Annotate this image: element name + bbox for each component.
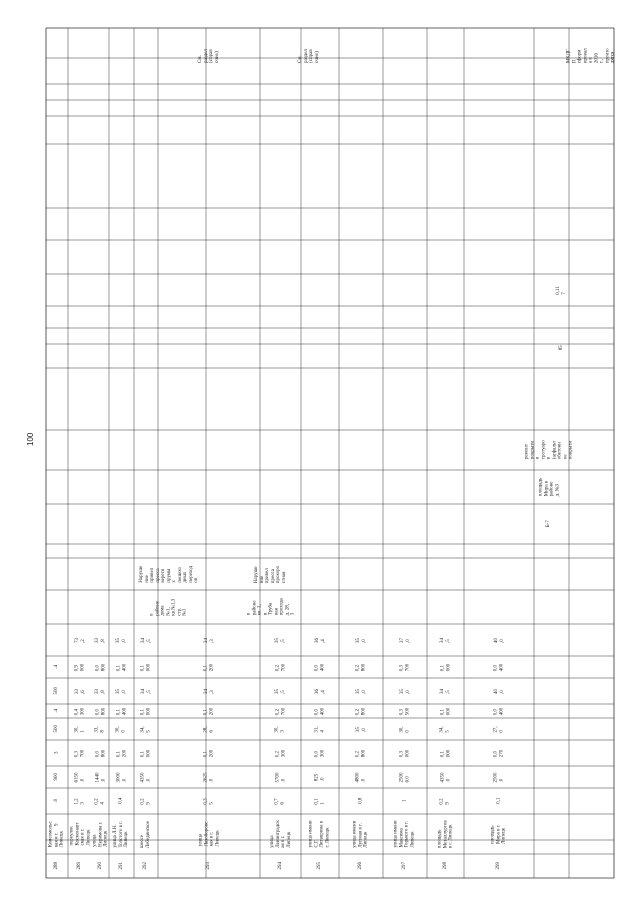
row-294-c4 — [262, 719, 299, 739]
row-299-c6-text: 40 ,0 — [493, 688, 504, 694]
row-290-c1-text: 0,2 4 — [95, 797, 106, 805]
row-297-id-text: 297 — [402, 862, 408, 870]
row-290-c2 — [94, 767, 107, 787]
row-289-c4 — [70, 719, 90, 739]
row-297-c7 — [385, 657, 425, 677]
annotation-violation-292-text: Наруше ние привел пресса веретя прумы х пешехо дных переход ов — [138, 565, 199, 583]
annotation-place-299 — [534, 470, 564, 504]
row-295-c2 — [303, 767, 337, 787]
row-291-c4 — [111, 719, 132, 739]
row-298-c5 — [429, 705, 462, 717]
annotation-note-292-text: См. раздел (справ очно) — [198, 49, 220, 63]
row-298-c6 — [429, 679, 462, 703]
row-299-c5 — [466, 705, 532, 717]
rotated-data-table — [46, 28, 614, 878]
row-297-c8-text: 37 ,0 — [399, 637, 410, 643]
page-number: 100 — [26, 432, 35, 446]
row-293-c8 — [160, 625, 258, 655]
row-292-obj — [136, 815, 156, 853]
row-294-c4-text: 30, 3 — [275, 725, 286, 733]
row-290-obj-text: улица Неримова г. Липецк — [92, 821, 109, 847]
row-292-c8-text: 34 ,5 — [140, 637, 151, 643]
row-294-c8 — [262, 625, 299, 655]
row-293-c8-text: 34 ,3 — [203, 637, 214, 643]
row-296-c4-text: 35 ,0 — [355, 726, 366, 732]
header-fragment-8-text: .4 — [54, 665, 60, 669]
row-298-c3 — [429, 741, 462, 765]
annotation-code-299 — [534, 504, 564, 544]
row-291-c3 — [111, 741, 132, 765]
row-293-c1 — [160, 789, 258, 813]
annotation-note-293 — [296, 28, 322, 84]
row-295-c5 — [303, 705, 337, 717]
row-299-c1 — [466, 789, 532, 813]
row-292-c5 — [136, 705, 156, 717]
row-298-id-text: 298 — [442, 862, 448, 870]
row-292-c2-text: 4350 .0 — [140, 772, 151, 782]
row-290-c6 — [94, 679, 107, 703]
row-298-c6-text: 34 ,5 — [440, 688, 451, 694]
row-295-c8-text: 36 ,4 — [314, 637, 325, 643]
row-293-c6-text: 34 ,3 — [203, 688, 214, 694]
row-296-c7-text: 0,2 800 — [355, 663, 366, 671]
row-294-c3 — [262, 741, 299, 765]
header-fragment-5 — [48, 718, 66, 740]
row-299-c5-text: 0,0 400 — [493, 707, 504, 715]
row-290-c7-text: 0,0 800 — [95, 663, 106, 671]
row-295-c8 — [303, 625, 337, 655]
row-293-obj-text: улица Лазоборовс кая в г. Липецк — [198, 821, 220, 847]
annotation-note-299-text: МКДГ П сформ ировал а в 2016 г., произо дятся — [566, 48, 616, 64]
row-290-c3 — [94, 741, 107, 765]
row-297-c4-text: 30, 0 — [399, 725, 410, 733]
row-291-c7 — [111, 657, 132, 677]
row-297-c4 — [385, 719, 425, 739]
row-296-c2 — [341, 767, 381, 787]
row-298-id — [429, 855, 462, 877]
row-294-id — [262, 855, 299, 877]
row-299-obj-text: площадь Мира в г. Липецк — [490, 824, 507, 844]
row-293-id — [160, 855, 258, 877]
row-299-c1-text: 0,1 — [496, 797, 502, 805]
annotation-violation-293 — [254, 558, 287, 590]
row-291-c4-text: 30, 0 — [116, 725, 127, 733]
row-293-c5 — [160, 705, 258, 717]
row-290-c4 — [94, 719, 107, 739]
row-296-c1 — [341, 789, 381, 813]
row-294-c7-text: 0,2 700 — [275, 663, 286, 671]
row-296-c6-text: 35 ,0 — [355, 688, 366, 694]
row-293-c3-text: 0,1 200 — [203, 749, 214, 757]
row-295-c4 — [303, 719, 337, 739]
row-289-c2 — [70, 767, 90, 787]
row-289-c5 — [70, 705, 90, 717]
row-289-c1 — [70, 789, 90, 813]
row-295-c4-text: 31, 4 — [314, 725, 325, 733]
row-297-c2-text: 2500 6.0 — [399, 772, 410, 782]
row-290-c6-text: 33 ,8 — [95, 688, 106, 694]
row-293-c4-text: 28, 6 — [203, 725, 214, 733]
row-299-c6 — [466, 679, 532, 703]
row-294-c8-text: 35 ,5 — [275, 637, 286, 643]
row-291-c6-text: 35 ,0 — [116, 688, 127, 694]
row-296-id-text: 296 — [358, 862, 364, 870]
row-289-c8 — [70, 625, 90, 655]
row-296-obj — [341, 815, 381, 853]
header-fragment-1-text: 9 — [54, 823, 60, 827]
row-296-c4 — [341, 719, 381, 739]
row-291-c8 — [111, 625, 132, 655]
row-297-c5 — [385, 705, 425, 717]
row-295-c3 — [303, 741, 337, 765]
header-fragment-5-text: 500 — [54, 725, 60, 733]
header-fragment-7-text: 500 — [54, 687, 60, 695]
row-298-obj — [429, 815, 462, 853]
row-298-c2-text: 4350 .0 — [440, 772, 451, 782]
row-298-obj-text: площадь Металлургов в г. Липецк — [437, 820, 454, 848]
row-299-id — [466, 855, 532, 877]
row-291-c2 — [111, 767, 132, 787]
annotation-note-292 — [196, 28, 222, 84]
header-fragment-6 — [48, 704, 66, 718]
row-291-id-text: 291 — [118, 862, 124, 870]
row-298-c8 — [429, 625, 462, 655]
row-294-obj-text: улица Ленинградск ая в г. Липецк — [269, 820, 291, 848]
annotation-violation-293-text: Наруше ние привел пресса прохоро стная — [254, 565, 287, 583]
annotation-violation-292 — [138, 558, 199, 590]
row-296-c1-text: 0,8 — [358, 797, 364, 805]
row-292-id — [136, 855, 156, 877]
row-293-c7 — [160, 657, 258, 677]
row-299-c3-text: 0,0 270 — [493, 749, 504, 757]
row-297-c6-text: 35 ,0 — [399, 688, 410, 694]
row-290-c1 — [94, 789, 107, 813]
row-294-c7 — [262, 657, 299, 677]
row-292-c1-text: 0,2 9 — [140, 797, 151, 805]
row-290-c7 — [94, 657, 107, 677]
row-296-c2-text: 4800 .0 — [355, 772, 366, 782]
row-290-c8-text: 33 ,8 — [95, 637, 106, 643]
row-290-c5-text: 0,0 800 — [95, 707, 106, 715]
row-299-c8-text: 40 ,0 — [493, 637, 504, 643]
row-288-c8 — [48, 625, 66, 655]
row-294-id-text: 294 — [277, 862, 283, 870]
row-294-c1-text: 0,7 6 — [275, 797, 286, 805]
row-292-c2 — [136, 767, 156, 787]
row-290-c8 — [94, 625, 107, 655]
header-fragment-6-text: .4 — [54, 709, 60, 713]
row-293-obj — [160, 815, 258, 853]
row-297-obj — [385, 815, 425, 853]
row-297-c8 — [385, 625, 425, 655]
annotation-code-299-text: Б-7 — [546, 520, 552, 528]
annotation-location-293 — [246, 590, 296, 624]
row-292-c7-text: 0,1 000 — [140, 663, 151, 671]
row-299-c2-text: 2500 .0 — [493, 772, 504, 782]
row-289-id-text: 289 — [77, 862, 83, 870]
row-297-c1 — [385, 789, 425, 813]
row-290-c2-text: 1440 .0 — [95, 772, 106, 782]
header-fragment-7 — [48, 678, 66, 704]
row-289-c7 — [70, 657, 90, 677]
row-292-c3-text: 0,1 000 — [140, 749, 151, 757]
row-296-c8 — [341, 625, 381, 655]
row-298-c7 — [429, 657, 462, 677]
row-294-c3-text: 0,2 300 — [275, 749, 286, 757]
row-293-c5-text: 0,1 200 — [203, 707, 214, 715]
row-297-c3 — [385, 741, 425, 765]
row-298-c3-text: 0,1 000 — [440, 749, 451, 757]
row-299-c4 — [466, 719, 532, 739]
row-291-obj — [111, 815, 132, 853]
row-297-c1-text: 1 — [402, 799, 408, 803]
row-291-c1 — [111, 789, 132, 813]
row-289-c3 — [70, 741, 90, 765]
annotation-location-293-text: в районе кв. 2, и Труба ная прохода д. 28, 3 — [246, 598, 296, 616]
row-296-c5 — [341, 705, 381, 717]
row-297-c5-text: 0,3 500 — [399, 707, 410, 715]
annotation-quantity-1-299 — [554, 328, 568, 368]
row-292-c6-text: 34 ,5 — [140, 688, 151, 694]
row-297-id — [385, 855, 425, 877]
row-289-c7-text: 0,9 000 — [74, 663, 85, 671]
row-297-obj-text: улица имени Максима Горького в г. Липецк — [393, 820, 416, 848]
row-291-obj-text: улица Л.Н. Толстого в г. Липецк — [113, 820, 130, 848]
row-294-c6-text: 35 ,5 — [275, 688, 286, 694]
row-296-c8-text: 35 ,0 — [355, 637, 366, 643]
row-296-c5-text: 0,2 800 — [355, 707, 366, 715]
row-299-obj — [466, 815, 532, 853]
row-297-c2 — [385, 767, 425, 787]
row-293-c7-text: 0,1 200 — [203, 663, 214, 671]
row-292-obj-text: шоссе Лебединское — [140, 820, 151, 848]
annotation-repair-299-text: ремонт покрыти я тротуаро в (асфальт обетонн ое покрыти — [524, 440, 574, 460]
row-295-c2-text: 825 .0 — [314, 773, 325, 781]
annotation-quantity-2-299-text: 0,11 7 — [555, 285, 566, 295]
row-290-id — [94, 855, 107, 877]
row-299-c7 — [466, 657, 532, 677]
row-295-id-text: 295 — [317, 862, 323, 870]
row-295-c7-text: 0,0 400 — [314, 663, 325, 671]
row-292-c7 — [136, 657, 156, 677]
row-289-c2-text: 6150 .0 — [74, 772, 85, 782]
row-291-id — [111, 855, 132, 877]
row-291-c1-text: 0,4 — [118, 797, 124, 805]
row-293-c6 — [160, 679, 258, 703]
row-292-id-text: 292 — [143, 862, 149, 870]
header-fragment-1 — [48, 814, 66, 836]
row-297-c3-text: 0,3 000 — [399, 749, 410, 757]
row-291-c5 — [111, 705, 132, 717]
row-294-c5 — [262, 705, 299, 717]
row-293-c1-text: 0,3 5 — [203, 797, 214, 805]
row-295-c6 — [303, 679, 337, 703]
row-294-c5-text: 0,2 700 — [275, 707, 286, 715]
row-295-c5-text: 0,0 400 — [314, 707, 325, 715]
row-289-c8-text: 73 ,2 — [74, 637, 85, 643]
annotation-repair-299 — [524, 430, 574, 470]
row-298-c5-text: 0,1 000 — [440, 707, 451, 715]
header-fragment-4 — [48, 740, 66, 766]
row-294-c1 — [262, 789, 299, 813]
row-298-c4-text: 34, 5 — [440, 725, 451, 733]
row-292-c5-text: 0,1 000 — [140, 707, 151, 715]
row-290-c5 — [94, 705, 107, 717]
row-291-c3-text: 0,1 200 — [116, 749, 127, 757]
row-296-c3 — [341, 741, 381, 765]
row-293-id-text: 293 — [206, 862, 212, 870]
header-fragment-8 — [48, 656, 66, 678]
row-294-obj — [262, 815, 299, 853]
row-291-c7-text: 0,1 400 — [116, 663, 127, 671]
row-289-c1-text: 1,2 3 — [74, 797, 85, 805]
row-297-c7-text: 0,3 700 — [399, 663, 410, 671]
row-292-c8 — [136, 625, 156, 655]
row-293-c3 — [160, 741, 258, 765]
row-288-id — [48, 855, 66, 877]
row-298-c2 — [429, 767, 462, 787]
row-297-c6 — [385, 679, 425, 703]
row-299-id-text: 299 — [496, 862, 502, 870]
row-295-c1 — [303, 789, 337, 813]
row-296-id — [341, 855, 381, 877]
annotation-quantity-2-299 — [554, 274, 568, 306]
annotation-note-299 — [566, 28, 616, 84]
header-fragment-3-text: 900 — [54, 773, 60, 781]
row-292-c1 — [136, 789, 156, 813]
row-289-c5-text: 0,4 300 — [74, 707, 85, 715]
row-298-c1-text: 0,2 9 — [440, 797, 451, 805]
row-291-c5-text: 0,1 400 — [116, 707, 127, 715]
row-299-c4-text: 27, 0 — [493, 725, 504, 733]
row-289-c6 — [70, 679, 90, 703]
row-290-obj — [94, 815, 107, 853]
row-288-id-text: 288 — [54, 862, 60, 870]
row-293-c4 — [160, 719, 258, 739]
row-289-id — [70, 855, 90, 877]
row-292-c6 — [136, 679, 156, 703]
annotation-location-292-text: в районе дома №1, кв.№1,3 стр. №1 — [149, 598, 188, 616]
annotation-location-292 — [149, 590, 188, 624]
row-298-c1 — [429, 789, 462, 813]
row-298-c8-text: 34 ,5 — [440, 637, 451, 643]
row-295-obj — [303, 815, 337, 853]
row-289-obj — [70, 815, 90, 853]
row-288-obj-text: Комсомольс кая и г. Липецк — [48, 821, 65, 847]
row-299-c3 — [466, 741, 532, 765]
annotation-note-293-text: См. раздел (справ очно) — [298, 49, 320, 63]
row-298-c7-text: 0,1 000 — [440, 663, 451, 671]
header-fragment-3 — [48, 766, 66, 788]
row-294-c2 — [262, 767, 299, 787]
row-296-c6 — [341, 679, 381, 703]
annotation-place-299-text: площадь Мира в районе д. №3 — [537, 477, 560, 497]
row-295-c3-text: 0,0 300 — [314, 749, 325, 757]
header-fragment-4-text: 3 — [54, 751, 60, 755]
annotation-quantity-1-299-text: 85 — [558, 345, 564, 351]
row-298-c4 — [429, 719, 462, 739]
row-290-c4-text: 33, 8 — [95, 725, 106, 733]
row-295-c7 — [303, 657, 337, 677]
row-291-c6 — [111, 679, 132, 703]
row-299-c8 — [466, 625, 532, 655]
row-292-c4-text: 34, 5 — [140, 725, 151, 733]
row-293-c2-text: 2625 .0 — [203, 772, 214, 782]
row-299-c2 — [466, 767, 532, 787]
row-296-c7 — [341, 657, 381, 677]
header-fragment-2 — [48, 788, 66, 814]
row-295-obj-text: улица имени С.Г. Литаврина в г. Липецк — [308, 820, 331, 848]
row-289-obj-text: переулок Космонавт ская и г. Липецк — [69, 822, 91, 846]
row-293-c2 — [160, 767, 258, 787]
row-289-c3-text: 0,3 700 — [74, 749, 85, 757]
row-299-c7-text: 0,0 400 — [493, 663, 504, 671]
row-289-c6-text: 33 ,6 — [74, 688, 85, 694]
row-296-obj-text: улица имени Луговая в г. Липецк — [352, 820, 369, 848]
row-295-c1-text: 0,1 1 — [314, 797, 325, 805]
row-290-c3-text: 0,0 800 — [95, 749, 106, 757]
header-fragment-2-text: .0 — [54, 799, 60, 803]
row-295-id — [303, 855, 337, 877]
row-291-c8-text: 35 ,0 — [116, 637, 127, 643]
row-296-c3-text: 0,2 800 — [355, 749, 366, 757]
row-290-id-text: 290 — [97, 862, 103, 870]
row-291-c2-text: 3000 .0 — [116, 772, 127, 782]
row-292-c4 — [136, 719, 156, 739]
row-295-c6-text: 36 ,4 — [314, 688, 325, 694]
row-292-c3 — [136, 741, 156, 765]
row-294-c6 — [262, 679, 299, 703]
row-289-c4-text: 30, 1 — [74, 725, 85, 733]
row-294-c2-text: 5700 .0 — [275, 772, 286, 782]
